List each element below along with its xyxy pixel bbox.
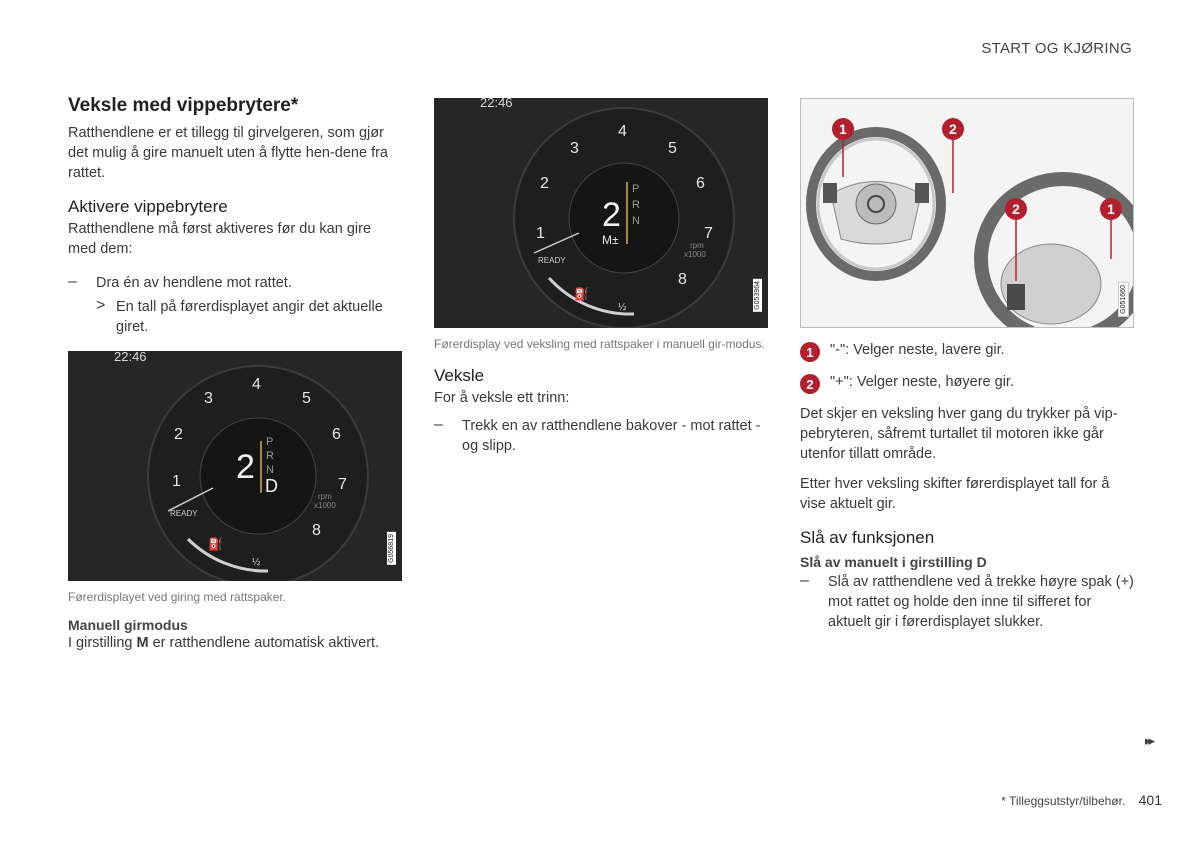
steering-wheel-svg <box>801 99 1134 328</box>
tick-8: 8 <box>312 522 321 539</box>
rpm-label: rpm <box>318 492 332 501</box>
continue-arrows-icon: ▸▸ <box>1144 733 1152 748</box>
legend-badge-2: 2 <box>800 374 820 394</box>
tick-1: 1 <box>536 225 545 242</box>
shift-step-text: Trekk en av ratthendlene bakover - mot rattet - og slipp. <box>462 418 761 454</box>
fuel-half: ½ <box>252 557 261 568</box>
paragraph-2: Etter hver veksling skifter førerdisplayet tall for å vise aktuelt gir. <box>800 476 1110 512</box>
legend-text-1: "-": Velger neste, lavere gir. <box>830 342 1005 358</box>
shift-step <box>434 416 768 456</box>
paragraph-1: Det skjer en veksling hver gang du trykker på vip-pebryteren, såfremt turtallet til motoren ikke går utenfor tillatt område. <box>800 406 1118 462</box>
ready-label: READY <box>538 256 566 265</box>
driver-display-svg-manual <box>434 98 768 328</box>
figure-code: G053964 <box>754 281 761 310</box>
page-footer <box>1001 792 1162 808</box>
selector-n: N <box>632 215 640 227</box>
result-item <box>68 297 398 337</box>
svg-text:2: 2 <box>1012 201 1020 217</box>
selector-p: P <box>632 183 640 195</box>
svg-text:1: 1 <box>839 121 847 137</box>
dash-mark: – <box>68 273 77 290</box>
off-step-text: Slå av ratthendlene ved å trekke høyre spak (+) mot rattet og holde den inne til sifferet for aktuelt gir i førerdisplayet slukker. <box>828 574 1134 630</box>
page-number: 401 <box>1138 792 1162 808</box>
selector-n: N <box>266 464 274 476</box>
tick-7: 7 <box>704 225 713 242</box>
driver-display-svg <box>68 351 402 581</box>
legend-text-2: "+": Velger neste, høyere gir. <box>830 374 1014 390</box>
figure-code: G056819 <box>388 534 395 563</box>
selector-r: R <box>632 199 640 211</box>
gear-number: 2 <box>602 196 621 234</box>
gear-number: 2 <box>236 448 255 486</box>
legend-item-1 <box>800 340 1134 362</box>
section-header: START OG KJØRING <box>981 40 1132 57</box>
gear-mode: M± <box>602 233 619 247</box>
fuel-half: ½ <box>618 302 627 313</box>
activate-text: Ratthendlene må først aktiveres før du kan gire med dem: <box>68 221 372 257</box>
fuel-icon: ⛽ <box>208 537 223 551</box>
tick-3: 3 <box>204 390 213 407</box>
tick-4: 4 <box>618 123 627 140</box>
step-text: Dra én av hendlene mot rattet. <box>96 275 292 291</box>
driver-display-figure-m <box>434 98 768 328</box>
svg-text:2: 2 <box>949 121 957 137</box>
tick-1: 1 <box>172 473 181 490</box>
off-heading: Slå av funksjonen <box>800 528 935 547</box>
figure-caption: Førerdisplay ved veksling med rattspaker i manuell gir-modus. <box>434 337 765 351</box>
result-text: En tall på førerdisplayet angir det aktuelle giret. <box>116 299 383 335</box>
legend-badge-1: 1 <box>800 342 820 362</box>
tick-3: 3 <box>570 140 579 157</box>
rpm-unit: x1000 <box>684 250 706 259</box>
tick-6: 6 <box>332 426 341 443</box>
fuel-icon: ⛽ <box>574 287 589 301</box>
intro-text: Ratthendlene er et tillegg til girvelgeren, som gjør det mulig å gire manuelt uten å flytte hen-dene fra rattet. <box>68 125 388 181</box>
figure-caption: Førerdisplayet ved giring med rattspaker. <box>68 590 287 604</box>
step-item <box>68 273 398 293</box>
figure-code: G051660 <box>1118 282 1129 317</box>
clock-text: 22:46 <box>114 351 147 364</box>
tick-5: 5 <box>668 140 677 157</box>
column-middle <box>434 98 768 456</box>
activate-heading: Aktivere vippebrytere <box>68 197 228 216</box>
dash-mark: – <box>800 572 809 589</box>
ready-label: READY <box>170 509 198 518</box>
manual-heading: Manuell girmodus <box>68 617 188 633</box>
selector-r: R <box>266 450 274 462</box>
selector-p: P <box>266 436 274 448</box>
tick-2: 2 <box>540 175 549 192</box>
tick-5: 5 <box>302 390 311 407</box>
selector-d: D <box>265 476 278 496</box>
section-title: Veksle med vippebrytere* <box>68 95 299 116</box>
manual-text: I girstilling M er ratthendlene automatisk aktivert. <box>68 635 380 651</box>
tick-6: 6 <box>696 175 705 192</box>
shift-text: For å veksle ett trinn: <box>434 390 570 406</box>
tick-4: 4 <box>252 376 261 393</box>
footnote: * Tilleggsutstyr/tilbehør. <box>1001 794 1126 808</box>
tick-8: 8 <box>678 271 687 288</box>
off-step <box>800 572 1134 632</box>
tick-7: 7 <box>338 476 347 493</box>
svg-text:1: 1 <box>1107 201 1115 217</box>
clock-text: 22:46 <box>480 98 513 110</box>
steering-wheel-figure <box>800 98 1134 328</box>
legend-item-2 <box>800 372 1134 394</box>
driver-display-figure-d <box>68 351 402 581</box>
rpm-label: rpm <box>690 241 704 250</box>
shift-heading: Veksle <box>434 366 485 385</box>
tick-2: 2 <box>174 426 183 443</box>
result-mark: > <box>96 297 106 314</box>
off-subheading: Slå av manuelt i girstilling D <box>800 554 987 570</box>
column-left <box>68 95 398 653</box>
dash-mark: – <box>434 416 443 433</box>
column-right <box>800 98 1134 632</box>
rpm-unit: x1000 <box>314 501 336 510</box>
